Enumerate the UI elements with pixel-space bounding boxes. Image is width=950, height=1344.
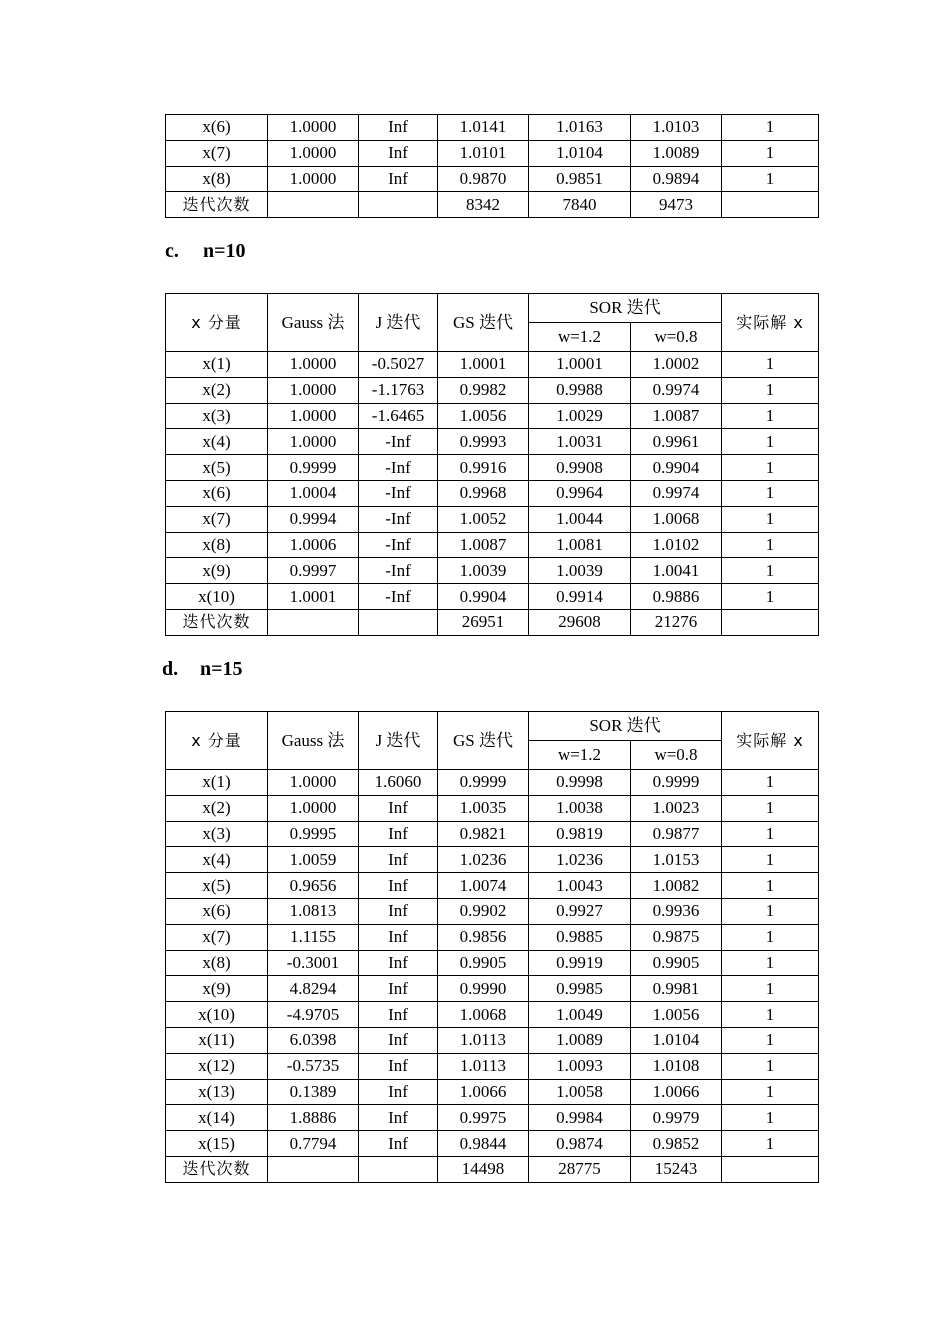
table-cell: 1 — [722, 429, 819, 455]
table-cell: 1.0813 — [268, 898, 359, 924]
table-cell: Inf — [359, 924, 438, 950]
table-cell: 1.0074 — [438, 873, 529, 899]
table-cell: Inf — [359, 821, 438, 847]
table-cell: 0.9844 — [438, 1131, 529, 1157]
iteration-count-row — [166, 192, 819, 218]
table-cell: x(7) — [166, 506, 268, 532]
table-cell: -Inf — [359, 584, 438, 610]
table-cell: x(6) — [166, 480, 268, 506]
table-cell: -1.6465 — [359, 403, 438, 429]
iteration-count-cell — [268, 1156, 359, 1182]
iteration-count-label: 迭代次数 — [166, 192, 268, 218]
table-cell: 1.0035 — [438, 795, 529, 821]
table-cell: 1.0163 — [529, 115, 631, 141]
results-table-b — [165, 114, 819, 218]
iteration-count-cell: 26951 — [438, 609, 529, 635]
table-cell: 1 — [722, 1027, 819, 1053]
header-w2: w=0.8 — [631, 741, 722, 770]
table-cell: x(7) — [166, 140, 268, 166]
table-row — [166, 821, 819, 847]
table-cell: 0.9885 — [529, 924, 631, 950]
section-title: n=15 — [200, 658, 243, 680]
table-cell: 0.9656 — [268, 873, 359, 899]
table-cell: x(2) — [166, 795, 268, 821]
table-cell: Inf — [359, 847, 438, 873]
table-row — [166, 558, 819, 584]
table-cell: 0.9990 — [438, 976, 529, 1002]
table-cell: 1 — [722, 795, 819, 821]
table-cell: x(8) — [166, 166, 268, 192]
table-cell: 0.9982 — [438, 377, 529, 403]
table-cell: 1.0101 — [438, 140, 529, 166]
iteration-count-cell: 14498 — [438, 1156, 529, 1182]
table-cell: 1.0000 — [268, 140, 359, 166]
table-cell: 0.9974 — [631, 377, 722, 403]
table-cell: 1.0000 — [268, 166, 359, 192]
table-cell: 1.0089 — [529, 1027, 631, 1053]
table-cell: x(3) — [166, 821, 268, 847]
table-cell: 1 — [722, 1105, 819, 1131]
table-cell: x(2) — [166, 377, 268, 403]
table-cell: 1.0000 — [268, 403, 359, 429]
table-row — [166, 795, 819, 821]
table-cell: x(1) — [166, 770, 268, 796]
table-cell: 0.9877 — [631, 821, 722, 847]
table-cell: x(9) — [166, 976, 268, 1002]
table-cell: 1.0066 — [631, 1079, 722, 1105]
table-cell: Inf — [359, 1027, 438, 1053]
table-cell: 1.0236 — [438, 847, 529, 873]
table-cell: 0.9914 — [529, 584, 631, 610]
table-cell: x(5) — [166, 873, 268, 899]
table-cell: 0.9997 — [268, 558, 359, 584]
table-cell: 0.9919 — [529, 950, 631, 976]
section-heading-c — [165, 240, 246, 263]
table-cell: 0.9905 — [631, 950, 722, 976]
table-cell: 0.9981 — [631, 976, 722, 1002]
table-cell: -0.5027 — [359, 352, 438, 378]
section-title: n=10 — [203, 240, 246, 262]
table-cell: 0.7794 — [268, 1131, 359, 1157]
table-cell: 1.0056 — [438, 403, 529, 429]
table-cell: 1 — [722, 166, 819, 192]
table-cell: 1.0043 — [529, 873, 631, 899]
table-cell: 1.0000 — [268, 115, 359, 141]
table-cell: 0.9904 — [438, 584, 529, 610]
table-cell: 0.9999 — [631, 770, 722, 796]
table-cell: 1 — [722, 924, 819, 950]
table-cell: x(3) — [166, 403, 268, 429]
table-cell: 1 — [722, 950, 819, 976]
table-cell: 0.9936 — [631, 898, 722, 924]
table-cell: 1.0093 — [529, 1053, 631, 1079]
table-cell: 0.9875 — [631, 924, 722, 950]
table-cell: 0.9886 — [631, 584, 722, 610]
table-cell: Inf — [359, 1053, 438, 1079]
table-row — [166, 924, 819, 950]
table-cell: 1 — [722, 847, 819, 873]
table-cell: 1.0108 — [631, 1053, 722, 1079]
table-cell: x(12) — [166, 1053, 268, 1079]
table-row — [166, 1053, 819, 1079]
table-cell: 1.0001 — [529, 352, 631, 378]
table-cell: -Inf — [359, 455, 438, 481]
header-w1: w=1.2 — [529, 741, 631, 770]
table-cell: -0.5735 — [268, 1053, 359, 1079]
table-cell: 1.0056 — [631, 1002, 722, 1028]
table-cell: 0.9988 — [529, 377, 631, 403]
iteration-count-cell: 7840 — [529, 192, 631, 218]
table-cell: 1.0006 — [268, 532, 359, 558]
table-cell: 0.9856 — [438, 924, 529, 950]
table-cell: -0.3001 — [268, 950, 359, 976]
table-row — [166, 352, 819, 378]
table-cell: Inf — [359, 1079, 438, 1105]
table-row — [166, 480, 819, 506]
table-row — [166, 1027, 819, 1053]
header-jacobi: J 迭代 — [359, 712, 438, 770]
table-cell: x(6) — [166, 115, 268, 141]
iteration-count-label: 迭代次数 — [166, 609, 268, 635]
table-cell: 1.0103 — [631, 115, 722, 141]
section-label: c. — [165, 240, 179, 262]
table-body — [166, 115, 819, 218]
table-cell: 1.0104 — [631, 1027, 722, 1053]
section-heading-d — [162, 658, 243, 681]
table-header-row — [166, 712, 819, 741]
table-cell: 4.8294 — [268, 976, 359, 1002]
table-cell: 1 — [722, 898, 819, 924]
table-cell: 1.0029 — [529, 403, 631, 429]
table-cell: 0.9908 — [529, 455, 631, 481]
table-cell: 1.0141 — [438, 115, 529, 141]
table-body — [166, 352, 819, 636]
table-cell: 1.0000 — [268, 795, 359, 821]
header-component: x 分量 — [166, 294, 268, 352]
table-cell: x(7) — [166, 924, 268, 950]
table-cell: x(4) — [166, 429, 268, 455]
table-cell: 1.0052 — [438, 506, 529, 532]
table-cell: Inf — [359, 1131, 438, 1157]
table-cell: 1 — [722, 584, 819, 610]
table-cell: 0.9821 — [438, 821, 529, 847]
iteration-count-cell — [722, 1156, 819, 1182]
table-cell: 1 — [722, 506, 819, 532]
table-cell: 1.0102 — [631, 532, 722, 558]
table-row — [166, 1079, 819, 1105]
table-cell: 1.0058 — [529, 1079, 631, 1105]
table-row — [166, 950, 819, 976]
table-cell: 1.0082 — [631, 873, 722, 899]
table-cell: 1.0113 — [438, 1053, 529, 1079]
table-cell: 1.0059 — [268, 847, 359, 873]
table-cell: 0.9999 — [268, 455, 359, 481]
table-cell: Inf — [359, 140, 438, 166]
table-cell: 1.0031 — [529, 429, 631, 455]
table-cell: -1.1763 — [359, 377, 438, 403]
table-cell: 0.9999 — [438, 770, 529, 796]
iteration-count-cell — [722, 609, 819, 635]
table-cell: 1 — [722, 1079, 819, 1105]
table-row — [166, 532, 819, 558]
table-cell: 1.0000 — [268, 429, 359, 455]
iteration-count-cell — [722, 192, 819, 218]
table-cell: x(6) — [166, 898, 268, 924]
table-cell: 1 — [722, 455, 819, 481]
table-row — [166, 166, 819, 192]
table-cell: x(8) — [166, 532, 268, 558]
table-row — [166, 115, 819, 141]
table-cell: 1.0049 — [529, 1002, 631, 1028]
table-cell: x(5) — [166, 455, 268, 481]
table-row — [166, 770, 819, 796]
table-cell: 1.0039 — [438, 558, 529, 584]
table-cell: 1.6060 — [359, 770, 438, 796]
table-cell: Inf — [359, 1002, 438, 1028]
table-cell: -Inf — [359, 506, 438, 532]
table-row — [166, 506, 819, 532]
table-cell: 0.9975 — [438, 1105, 529, 1131]
table-cell: x(9) — [166, 558, 268, 584]
table-cell: x(11) — [166, 1027, 268, 1053]
iteration-count-cell: 28775 — [529, 1156, 631, 1182]
header-exact: 实际解 x — [722, 712, 819, 770]
iteration-count-cell: 29608 — [529, 609, 631, 635]
iteration-count-cell: 21276 — [631, 609, 722, 635]
table-cell: 0.9998 — [529, 770, 631, 796]
table-cell: Inf — [359, 976, 438, 1002]
table-row — [166, 1002, 819, 1028]
table-cell: 0.9902 — [438, 898, 529, 924]
header-jacobi: J 迭代 — [359, 294, 438, 352]
iteration-count-cell — [268, 192, 359, 218]
table-cell: 1.0001 — [268, 584, 359, 610]
header-w1: w=1.2 — [529, 323, 631, 352]
table-cell: 1.0087 — [438, 532, 529, 558]
table-cell: 1 — [722, 1002, 819, 1028]
table-cell: 1.0068 — [631, 506, 722, 532]
iteration-count-cell — [359, 1156, 438, 1182]
table-cell: 1 — [722, 976, 819, 1002]
table-cell: 1.0038 — [529, 795, 631, 821]
table-cell: x(1) — [166, 352, 268, 378]
table-cell: 1 — [722, 377, 819, 403]
table-row — [166, 403, 819, 429]
table-cell: 1.0044 — [529, 506, 631, 532]
table-row — [166, 847, 819, 873]
table-cell: 0.9852 — [631, 1131, 722, 1157]
table-cell: 0.9870 — [438, 166, 529, 192]
table-cell: 1.0066 — [438, 1079, 529, 1105]
table-cell: 0.9904 — [631, 455, 722, 481]
table-cell: 0.9905 — [438, 950, 529, 976]
table-cell: x(14) — [166, 1105, 268, 1131]
table-cell: 1.0000 — [268, 770, 359, 796]
table-row — [166, 377, 819, 403]
table-cell: -Inf — [359, 480, 438, 506]
table-row — [166, 429, 819, 455]
table-cell: 1.0041 — [631, 558, 722, 584]
table-cell: x(10) — [166, 584, 268, 610]
iteration-count-cell — [268, 609, 359, 635]
table-row — [166, 455, 819, 481]
table-cell: 0.9984 — [529, 1105, 631, 1131]
table-header-row — [166, 294, 819, 323]
header-w2: w=0.8 — [631, 323, 722, 352]
table-cell: 1 — [722, 352, 819, 378]
header-gauss: Gauss 法 — [268, 294, 359, 352]
table-cell: 0.9995 — [268, 821, 359, 847]
table-cell: 1.0000 — [268, 377, 359, 403]
table-cell: x(13) — [166, 1079, 268, 1105]
table-cell: Inf — [359, 873, 438, 899]
table-cell: 0.9985 — [529, 976, 631, 1002]
table-cell: x(8) — [166, 950, 268, 976]
table-cell: Inf — [359, 950, 438, 976]
iteration-count-cell: 15243 — [631, 1156, 722, 1182]
table-row — [166, 898, 819, 924]
table-row — [166, 976, 819, 1002]
table-cell: Inf — [359, 795, 438, 821]
table-cell: Inf — [359, 1105, 438, 1131]
header-gs: GS 迭代 — [438, 294, 529, 352]
table-cell: Inf — [359, 898, 438, 924]
table-cell: 1 — [722, 558, 819, 584]
table-cell: 1.0039 — [529, 558, 631, 584]
table-cell: 0.9968 — [438, 480, 529, 506]
header-gauss: Gauss 法 — [268, 712, 359, 770]
table-row — [166, 140, 819, 166]
table-cell: 0.9927 — [529, 898, 631, 924]
table-cell: 1.0089 — [631, 140, 722, 166]
table-cell: -Inf — [359, 429, 438, 455]
table-cell: 1.0104 — [529, 140, 631, 166]
table-cell: 1.0001 — [438, 352, 529, 378]
table-cell: 0.9994 — [268, 506, 359, 532]
table-cell: x(4) — [166, 847, 268, 873]
table-cell: 0.9894 — [631, 166, 722, 192]
table-cell: 1.8886 — [268, 1105, 359, 1131]
table-cell: -4.9705 — [268, 1002, 359, 1028]
table-cell: 1 — [722, 480, 819, 506]
table-cell: -Inf — [359, 532, 438, 558]
table-cell: x(10) — [166, 1002, 268, 1028]
table-cell: x(15) — [166, 1131, 268, 1157]
table-cell: 1.0153 — [631, 847, 722, 873]
iteration-count-row — [166, 1156, 819, 1182]
table-cell: 0.9851 — [529, 166, 631, 192]
table-cell: 1 — [722, 140, 819, 166]
table-cell: 0.9964 — [529, 480, 631, 506]
table-cell: 1 — [722, 1131, 819, 1157]
iteration-count-label: 迭代次数 — [166, 1156, 268, 1182]
table-cell: 1.0023 — [631, 795, 722, 821]
table-cell: 1.0000 — [268, 352, 359, 378]
table-cell: 1.0004 — [268, 480, 359, 506]
table-cell: 1.0002 — [631, 352, 722, 378]
results-table-d — [165, 711, 819, 1183]
header-sor: SOR 迭代 — [529, 712, 722, 741]
table-row — [166, 1131, 819, 1157]
table-cell: 1 — [722, 821, 819, 847]
table-row — [166, 873, 819, 899]
header-exact: 实际解 x — [722, 294, 819, 352]
table-cell: 0.9916 — [438, 455, 529, 481]
iteration-count-cell: 8342 — [438, 192, 529, 218]
section-label: d. — [162, 658, 179, 680]
header-component: x 分量 — [166, 712, 268, 770]
iteration-count-cell: 9473 — [631, 192, 722, 218]
table-cell: 1.0081 — [529, 532, 631, 558]
table-cell: 1 — [722, 770, 819, 796]
table-cell: 1 — [722, 403, 819, 429]
header-gs: GS 迭代 — [438, 712, 529, 770]
table-cell: 1 — [722, 532, 819, 558]
table-cell: 1 — [722, 1053, 819, 1079]
iteration-count-row — [166, 609, 819, 635]
table-cell: 1.0113 — [438, 1027, 529, 1053]
table-cell: 1.0087 — [631, 403, 722, 429]
table-cell: 0.9979 — [631, 1105, 722, 1131]
table-cell: 1.1155 — [268, 924, 359, 950]
iteration-count-cell — [359, 192, 438, 218]
table-cell: 0.9961 — [631, 429, 722, 455]
table-cell: Inf — [359, 115, 438, 141]
table-cell: -Inf — [359, 558, 438, 584]
table-row — [166, 1105, 819, 1131]
table-cell: 0.1389 — [268, 1079, 359, 1105]
table-cell: 0.9974 — [631, 480, 722, 506]
table-body — [166, 770, 819, 1183]
table-cell: 1.0236 — [529, 847, 631, 873]
table-cell: 1 — [722, 873, 819, 899]
table-cell: 1.0068 — [438, 1002, 529, 1028]
table-cell: 0.9874 — [529, 1131, 631, 1157]
table-cell: 6.0398 — [268, 1027, 359, 1053]
table-row — [166, 584, 819, 610]
results-table-c — [165, 293, 819, 636]
table-cell: 1 — [722, 115, 819, 141]
header-sor: SOR 迭代 — [529, 294, 722, 323]
iteration-count-cell — [359, 609, 438, 635]
table-cell: Inf — [359, 166, 438, 192]
table-cell: 0.9819 — [529, 821, 631, 847]
table-cell: 0.9993 — [438, 429, 529, 455]
